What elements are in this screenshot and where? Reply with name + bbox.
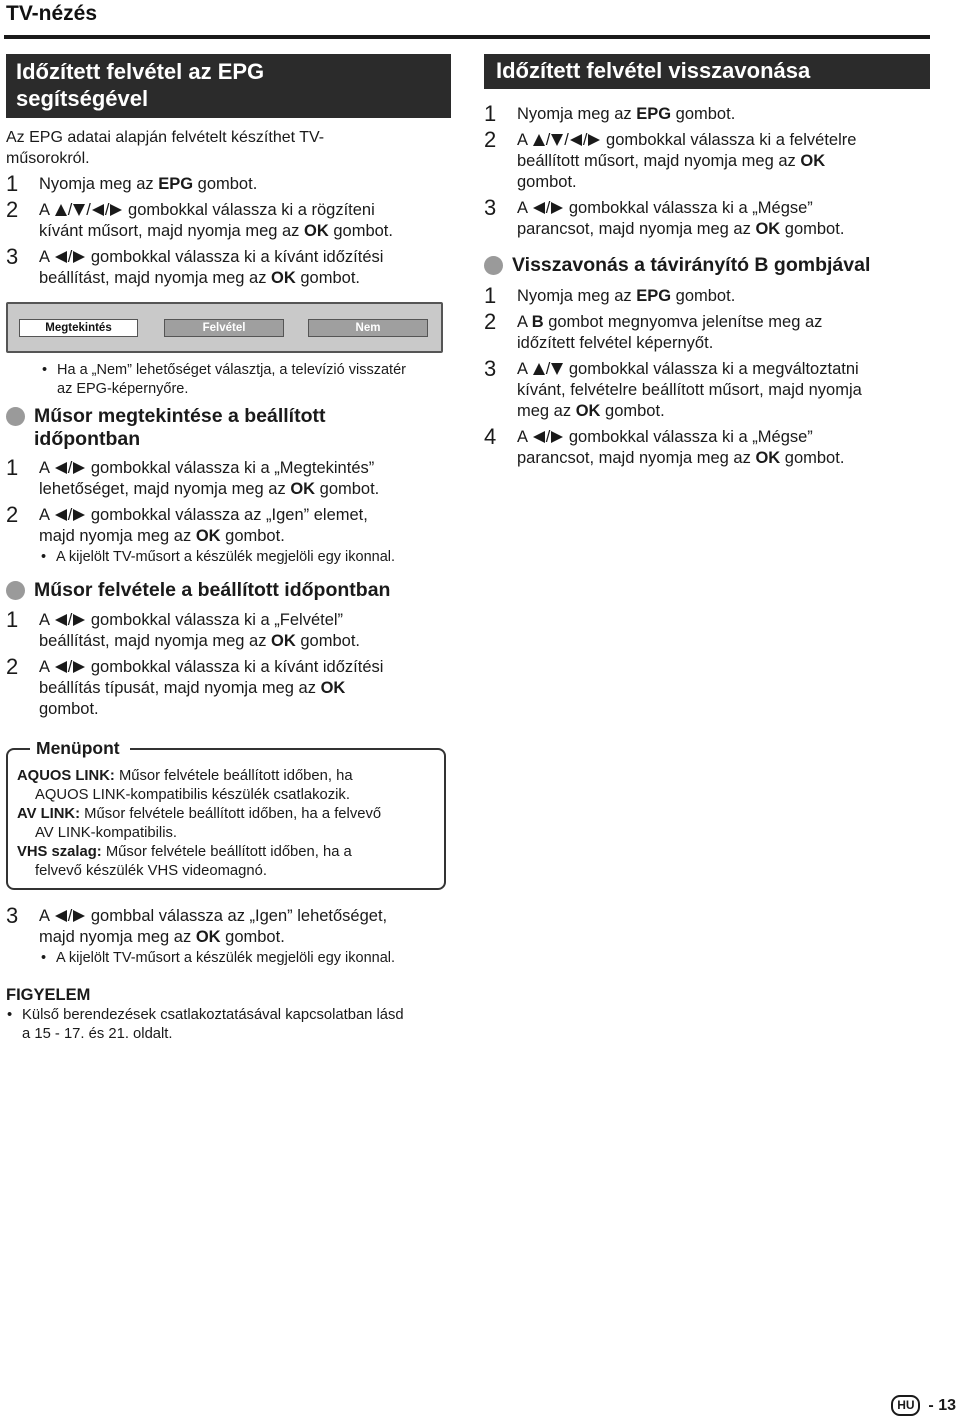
left-arrow-icon (570, 134, 582, 146)
subhead-record-at-time: Műsor felvétele a beállított időpontban (6, 579, 451, 602)
left-arrow-icon (55, 509, 67, 521)
left-column (6, 54, 451, 1044)
right-arrow-icon (73, 509, 85, 521)
view-step-2-note: • A kijelölt TV-műsort a készülék megjelöli egy ikonnal. (39, 548, 451, 567)
left-arrow-icon (55, 661, 67, 673)
down-arrow-icon (551, 363, 563, 375)
subhead-cancel-b-button: Visszavonás a távirányító B gombjával (484, 254, 930, 277)
down-arrow-icon (73, 204, 85, 216)
intro-text: Az EPG adatai alapján felvételt készíthet TV- műsorokról. (6, 129, 325, 167)
up-arrow-icon (533, 134, 545, 146)
bullet-dot-icon (6, 581, 25, 600)
cancel-step-1: 1 Nyomja meg az EPG gombot. (484, 101, 736, 126)
cancel-step-3: 3 A / gombokkal válassza ki a „Mégse” parancsot, majd nyomja meg az OK gombot. (484, 195, 845, 238)
right-arrow-icon (73, 661, 85, 673)
section-heading-epg-timer (6, 54, 451, 118)
bullet-dot-icon (484, 256, 503, 275)
cancel-b-step-3: 3 A / gombokkal válassza ki a megváltoztatni kívánt, felvételre beállított műsort, majd nyomja meg az OK gombot. (484, 356, 862, 420)
bullet-dot-icon (6, 407, 25, 426)
menupont-box (6, 738, 446, 890)
left-arrow-icon (55, 251, 67, 263)
left-arrow-icon (533, 202, 545, 214)
record-step-3-note: • A kijelölt TV-műsort a készülék megjelöli egy ikonnal. (39, 949, 451, 968)
step-1: 1 Nyomja meg az EPG gombot. (6, 171, 258, 196)
right-arrow-icon (588, 134, 600, 146)
record-step-1: 1 A / gombokkal válassza ki a „Felvétel” beállítást, majd nyomja meg az OK gombot. (6, 607, 360, 650)
menupont-item-vhs: VHS szalag: Műsor felvétele beállított időben, ha a felvevő készülék VHS videomagnó. (17, 844, 352, 879)
cancel-b-step-4: 4 A / gombokkal válassza ki a „Mégse” parancsot, majd nyomja meg az OK gombot. (484, 424, 845, 467)
up-arrow-icon (533, 363, 545, 375)
figyelem-text: • Külső berendezések csatlakoztatásával kapcsolatban lásd a 15 - 17. és 21. oldalt. (6, 1006, 451, 1044)
down-arrow-icon (551, 134, 563, 146)
menu-screen (6, 302, 443, 353)
menu-button-record[interactable]: Felvétel (164, 319, 284, 337)
language-badge-icon: HU (891, 1395, 920, 1416)
right-column (484, 54, 930, 469)
left-arrow-icon (55, 910, 67, 922)
cancel-step-2: 2 A / / / gombokkal válassza ki a felvételre beállított műsort, majd nyomja meg az OK gombot. (484, 127, 857, 191)
record-steps (6, 607, 451, 720)
record-step-2: 2 A / gombokkal válassza ki a kívánt időzítési beállítás típusát, majd nyomja meg az OK gombot. (6, 654, 384, 718)
menupont-item-aquos: AQUOS LINK: Műsor felvétele beállított időben, ha AQUOS LINK-kompatibilis készülék csatlakozik. (17, 768, 353, 803)
left-arrow-icon (55, 614, 67, 626)
page-title: TV-nézés (6, 2, 98, 25)
right-arrow-icon (73, 462, 85, 474)
final-step (6, 903, 451, 968)
menupont-item-av: AV LINK: Műsor felvétele beállított időben, ha a felvevő AV LINK-kompatibilis. (17, 806, 382, 841)
epg-steps (6, 171, 451, 289)
cancel-b-steps (484, 283, 930, 469)
right-arrow-icon (551, 431, 563, 443)
cancel-steps (484, 101, 930, 240)
menupont-body (17, 767, 442, 881)
right-arrow-icon (73, 910, 85, 922)
cancel-b-step-1: 1 Nyomja meg az EPG gombot. (484, 283, 736, 308)
menu-button-view[interactable]: Megtekintés (19, 319, 138, 337)
menu-note: • Ha a „Nem” lehetőséget választja, a televízió visszatér az EPG-képernyőre. (40, 361, 451, 399)
cancel-b-step-2: 2 A B gombot megnyomva jelenítse meg az időzített felvétel képernyőt. (484, 309, 823, 352)
step-3: 3 A / gombokkal válassza ki a kívánt időzítési beállítást, majd nyomja meg az OK gombot. (6, 244, 384, 287)
menu-button-no[interactable]: Nem (308, 319, 428, 337)
view-steps (6, 455, 451, 567)
heading-line: Időzített felvétel az EPG (16, 59, 265, 84)
left-arrow-icon (92, 204, 104, 216)
left-arrow-icon (55, 462, 67, 474)
record-step-3: 3 A / gombbal válassza az „Igen” lehetőséget, majd nyomja meg az OK gombot. • A kijelölt TV-műsort a készülék megjelöli egy ikonnal. (6, 906, 451, 968)
right-arrow-icon (73, 251, 85, 263)
heading-line: segítségével (16, 86, 149, 111)
page-number: - 13 (928, 1396, 956, 1414)
subhead-view-at-time: Műsor megtekintése a beállított időpontban (6, 405, 451, 451)
view-step-2: 2 A / gombokkal válassza az „Igen” elemet, majd nyomja meg az OK gombot. • A kijelölt TV-műsort a készülék megjelöli egy ikonnal. (6, 505, 451, 567)
right-arrow-icon (551, 202, 563, 214)
right-arrow-icon (73, 614, 85, 626)
page-footer (891, 1395, 956, 1416)
section-heading-cancel: Időzített felvétel visszavonása (484, 54, 930, 89)
up-arrow-icon (55, 204, 67, 216)
left-arrow-icon (533, 431, 545, 443)
figyelem-section (6, 985, 451, 1044)
menupont-title: Menüpont (30, 737, 130, 759)
top-rule (4, 35, 930, 39)
step-2: 2 A / / / gombokkal válassza ki a rögzíteni kívánt műsort, majd nyomja meg az OK gombot. (6, 197, 393, 240)
right-arrow-icon (110, 204, 122, 216)
view-step-1: 1 A / gombokkal válassza ki a „Megtekintés” lehetőséget, majd nyomja meg az OK gombot. (6, 455, 380, 498)
figyelem-title: FIGYELEM (6, 986, 91, 1004)
